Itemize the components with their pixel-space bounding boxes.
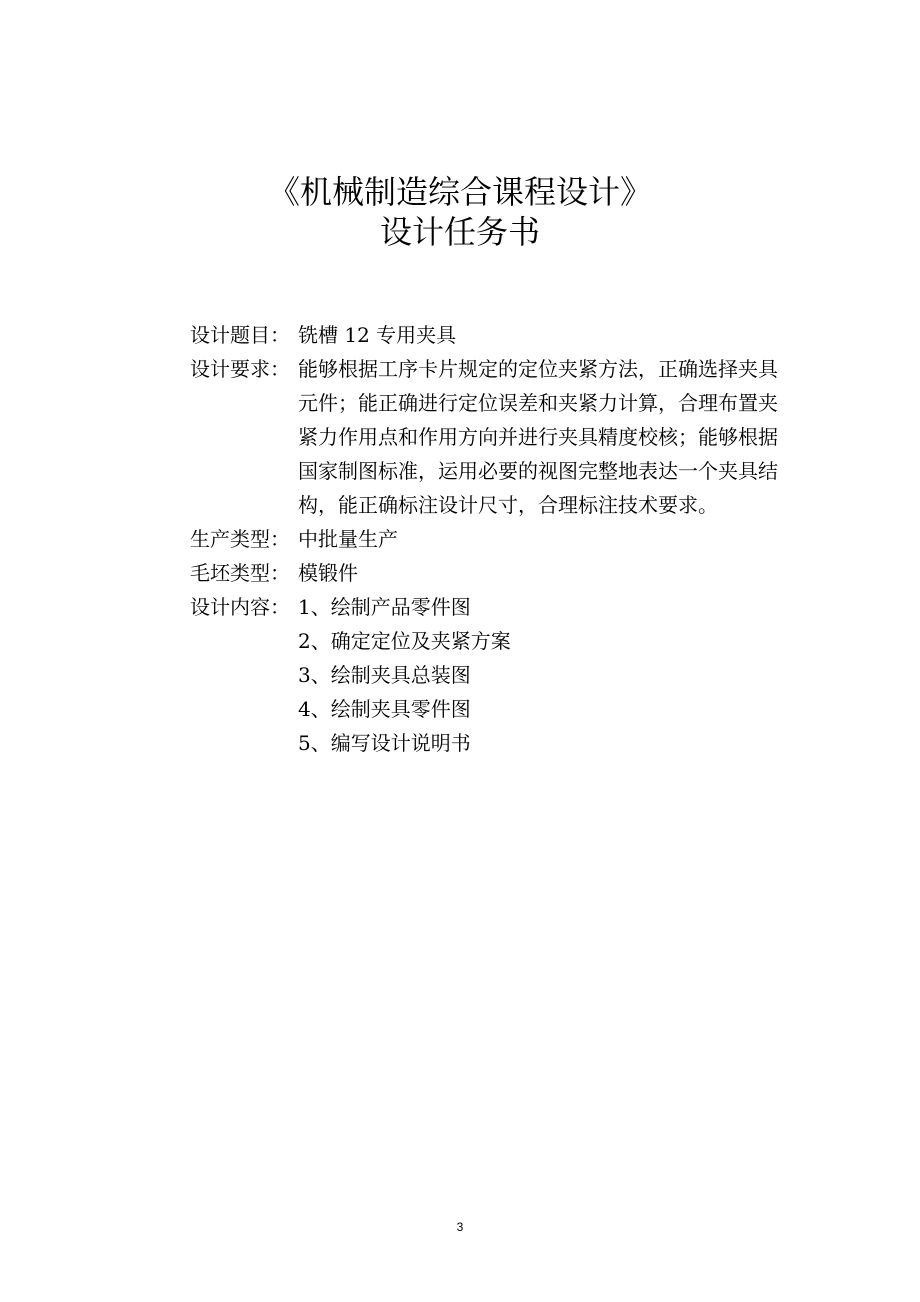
requirements-line: 紧力作用点和作用方向并进行夹具精度校核；能够根据 xyxy=(298,425,778,449)
page-number: 3 xyxy=(456,1220,464,1234)
design-requirements-text xyxy=(298,352,840,522)
list-item: 3、绘制夹具总装图 xyxy=(298,663,471,687)
design-content-label: 设计内容： xyxy=(190,595,290,619)
list-item: 4、绘制夹具零件图 xyxy=(298,697,471,721)
blank-type-value: 模锻件 xyxy=(298,561,358,585)
production-type-label: 生产类型： xyxy=(190,527,290,551)
requirements-line: 构，能正确标注设计尺寸，合理标注技术要求。 xyxy=(298,493,718,517)
list-item: 2、确定定位及夹紧方案 xyxy=(298,629,511,653)
production-type-value: 中批量生产 xyxy=(298,527,398,551)
design-requirements-row xyxy=(190,352,840,522)
task-book-title: 设计任务书 xyxy=(379,213,540,251)
document-title xyxy=(0,172,920,252)
design-content-row xyxy=(190,590,840,760)
design-requirements-label: 设计要求： xyxy=(190,357,290,381)
design-content-list xyxy=(298,590,840,760)
design-topic-value: 铣槽 12 专用夹具 xyxy=(298,323,457,347)
list-item: 1、绘制产品零件图 xyxy=(298,595,471,619)
list-item: 5、编写设计说明书 xyxy=(298,731,471,755)
design-topic-label: 设计题目： xyxy=(190,323,290,347)
requirements-line: 能够根据工序卡片规定的定位夹紧方法，正确选择夹具 xyxy=(298,357,778,381)
requirements-line: 元件；能正确进行定位误差和夹紧力计算，合理布置夹 xyxy=(298,391,778,415)
task-content xyxy=(190,318,840,760)
design-topic-row xyxy=(190,318,840,352)
blank-type-label: 毛坯类型： xyxy=(190,561,290,585)
blank-type-row xyxy=(190,556,840,590)
production-type-row xyxy=(190,522,840,556)
requirements-line: 国家制图标准，运用必要的视图完整地表达一个夹具结 xyxy=(298,459,778,483)
course-title: 《机械制造综合课程设计》 xyxy=(267,173,652,211)
